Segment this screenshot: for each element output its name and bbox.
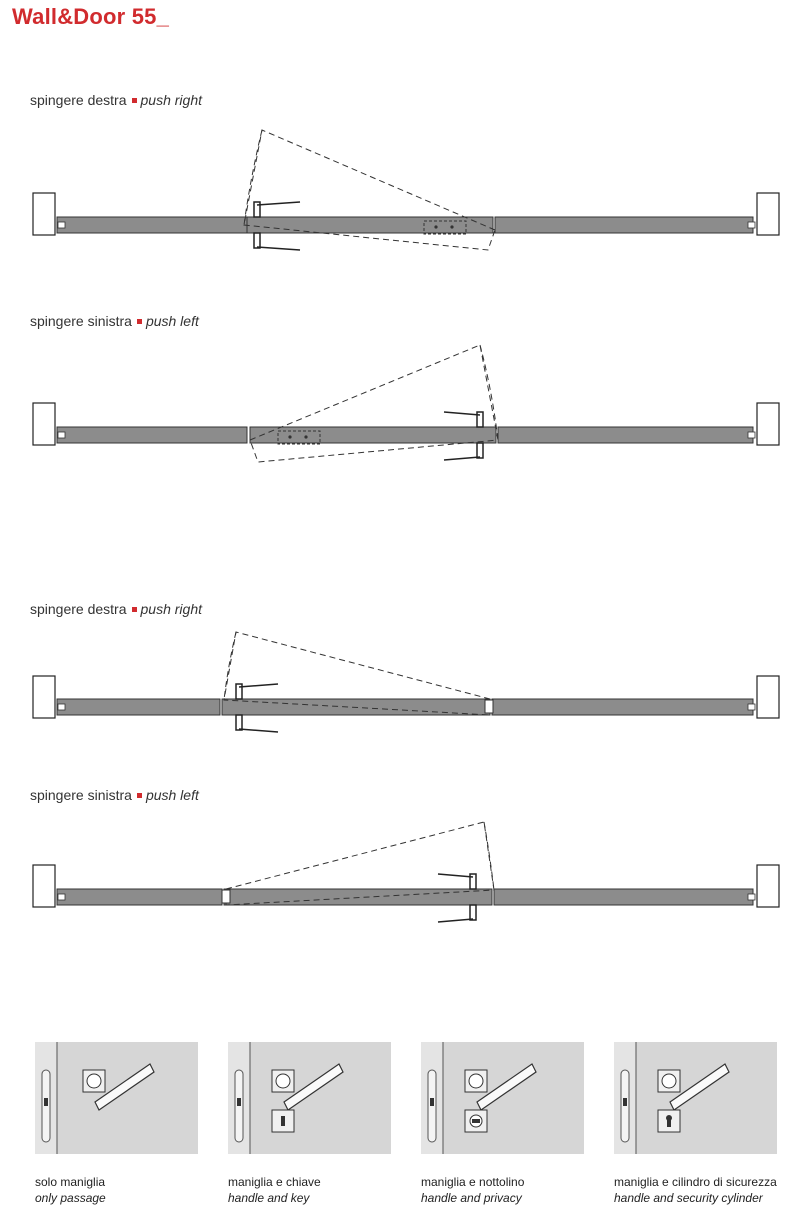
red-separator-icon <box>137 319 142 324</box>
wall-clip-icon <box>58 432 65 438</box>
option-tile-handle-and-security-cylinder <box>614 1040 794 1205</box>
option-label-english: only passage <box>35 1191 106 1205</box>
security-cylinder-icon <box>614 1040 777 1170</box>
fixed-panel-right <box>495 217 753 233</box>
door-plan-push-right-1 <box>0 120 797 300</box>
option-label-italian: maniglia e nottolino <box>421 1175 525 1189</box>
privacy-turn-icon <box>421 1040 584 1170</box>
key-escutcheon-icon <box>228 1040 391 1170</box>
wall-clip-icon <box>748 222 755 228</box>
fixed-panel-right <box>494 889 753 905</box>
door-leaf <box>247 217 493 233</box>
fixed-panel-left <box>57 699 220 715</box>
right-jamb <box>757 676 779 718</box>
option-label-english: handle and key <box>228 1191 310 1205</box>
caption-italian: spingere sinistra <box>30 313 132 329</box>
left-jamb <box>33 193 55 235</box>
fixed-panel-right <box>492 699 753 715</box>
door-plan-push-right-2 <box>0 600 797 780</box>
pivot-point <box>450 225 453 228</box>
fixed-panel-right <box>498 427 753 443</box>
pivot-hinge-icon <box>222 890 230 903</box>
caption-english: push left <box>145 313 199 329</box>
hardware-options <box>0 1040 797 1220</box>
wall-clip-icon <box>748 894 755 900</box>
caption-italian: spingere destra <box>30 601 127 617</box>
option-tile-handle-and-key <box>228 1040 408 1205</box>
door-plan-push-left-2 <box>0 790 797 970</box>
red-separator-icon <box>132 98 137 103</box>
section-caption <box>30 313 199 329</box>
right-jamb <box>757 193 779 235</box>
section-caption <box>30 92 202 108</box>
lever-handle-icon <box>35 1040 198 1170</box>
option-tile-handle-and-privacy <box>421 1040 601 1205</box>
door-leaf <box>250 427 496 443</box>
right-jamb <box>757 403 779 445</box>
option-label-english: handle and privacy <box>421 1191 522 1205</box>
option-label-english: handle and security cylinder <box>614 1191 763 1205</box>
wall-clip-icon <box>58 704 65 710</box>
wall-clip-icon <box>58 894 65 900</box>
wall-clip-icon <box>748 432 755 438</box>
caption-english: push right <box>140 601 202 617</box>
fixed-panel-left <box>57 217 247 233</box>
door-plan-push-left-1 <box>0 330 797 510</box>
pivot-point <box>304 435 307 438</box>
left-jamb <box>33 865 55 907</box>
fixed-panel-left <box>57 427 247 443</box>
wall-clip-icon <box>748 704 755 710</box>
left-jamb <box>33 403 55 445</box>
left-jamb <box>33 676 55 718</box>
caption-italian: spingere destra <box>30 92 127 108</box>
page-title: Wall&Door 55_ <box>12 4 170 29</box>
option-label-italian: solo maniglia <box>35 1175 106 1189</box>
pivot-hinge-icon <box>485 700 493 713</box>
option-label-italian: maniglia e cilindro di sicurezza <box>614 1175 777 1189</box>
option-tile-only-passage <box>35 1040 215 1205</box>
pivot-point <box>434 225 437 228</box>
pivot-point <box>288 435 291 438</box>
caption-english: push right <box>140 92 202 108</box>
caption-english: push left <box>145 787 199 803</box>
wall-clip-icon <box>58 222 65 228</box>
caption-italian: spingere sinistra <box>30 787 132 803</box>
option-label-italian: maniglia e chiave <box>228 1175 321 1189</box>
right-jamb <box>757 865 779 907</box>
fixed-panel-left <box>57 889 222 905</box>
